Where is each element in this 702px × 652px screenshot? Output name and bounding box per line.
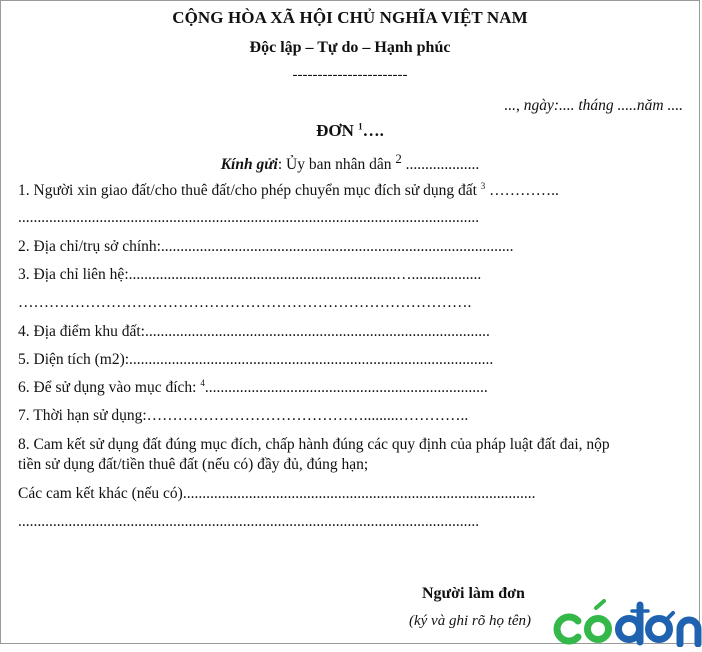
title-suffix: …. (362, 121, 384, 140)
addressee-line (1, 151, 699, 174)
codon-logo (552, 599, 702, 647)
field-purpose (18, 379, 488, 397)
field-applicant-blank: ………….. (485, 182, 559, 199)
national-motto: Độc lập – Tự do – Hạnh phúc (249, 39, 451, 56)
field-applicant-footnote-marker: 3 (480, 180, 486, 191)
addressee-label: Kính gửi (220, 156, 278, 174)
addressee-footnote-marker: 2 (395, 151, 402, 166)
field-contact-address-continuation: ……………………………………………………………………………. (18, 294, 472, 311)
document-title (1, 121, 699, 141)
field-commitment-line-2: tiền sử dụng đất/tiền thuê đất (nếu có) đầy đủ, đúng hạn; (18, 456, 369, 473)
codon-logo-graphic (552, 599, 702, 647)
field-commitment-line-1: 8. Cam kết sử dụng đất đúng mục đích, chấp hành đúng các quy định của pháp luật đất đai, nộp (18, 436, 610, 453)
field-area: 5. Diện tích (m2):.............................................................................................. (18, 351, 494, 368)
field-contact-address: 3. Địa chỉ liên hệ:.....................................................................….................. (18, 266, 482, 283)
addressee-blank: ................... (401, 156, 480, 174)
field-applicant (18, 182, 559, 200)
field-purpose-blank: ......................................................................... (204, 379, 488, 396)
field-main-address: 2. Địa chỉ/trụ sở chính:........................................................................................... (18, 238, 514, 255)
signature-hint: (ký và ghi rõ họ tên) (409, 613, 532, 629)
national-title: CỘNG HÒA XÃ HỘI CHỦ NGHĨA VIỆT NAM (172, 8, 528, 27)
field-applicant-label: 1. Người xin giao đất/cho thuê đất/cho phép chuyển mục đích sử dụng đất (18, 182, 481, 199)
title-footnote-marker: 1 (358, 121, 363, 132)
header-separator: ----------------------- (292, 67, 408, 83)
field-duration: 7. Thời hạn sử dụng:…………………………………….........………….. (18, 407, 469, 424)
field-other-commitments-continuation: ....................................................................................................................... (18, 513, 480, 530)
signer-title: Người làm đơn (422, 585, 525, 602)
field-purpose-footnote-marker: 4 (200, 377, 205, 388)
title-text: ĐƠN (316, 121, 359, 140)
field-land-location: 4. Địa điểm khu đất:......................................................................................... (18, 323, 490, 340)
field-applicant-continuation: ....................................................................................................................... (18, 209, 480, 226)
date-line: ..., ngày:.... tháng .....năm .... (504, 97, 683, 114)
field-purpose-label: 6. Để sử dụng vào mục đích: (18, 379, 201, 396)
field-other-commitments: Các cam kết khác (nếu có)........................................................................................... (18, 485, 536, 502)
addressee-text: : Ủy ban nhân dân (277, 156, 396, 174)
